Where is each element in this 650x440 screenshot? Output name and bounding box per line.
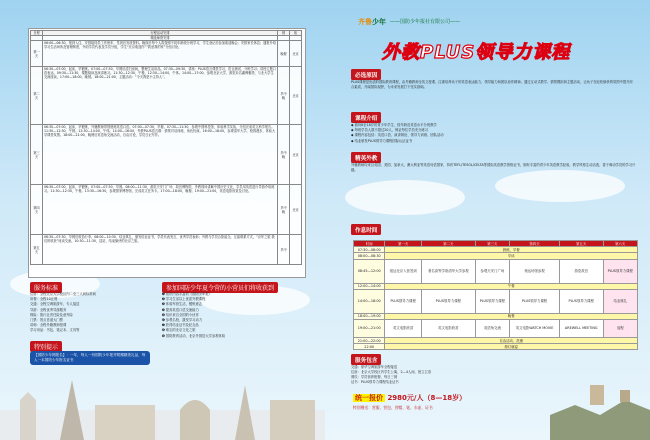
table-row <box>31 235 302 265</box>
band-cell: 自由活动、洗漱 <box>385 338 638 344</box>
list-item: 餐饮：学员营养配餐，每日三餐 <box>351 375 398 379</box>
great-wall-illustration <box>550 360 650 440</box>
brand-logo-text-a: 齐鲁 <box>358 18 372 26</box>
schedule-subheader: 精选师资安排 <box>43 36 278 41</box>
time-cell: 18:00—19:00 <box>354 313 385 319</box>
stay-label: 北京 <box>290 41 302 67</box>
benefits-list <box>162 292 302 339</box>
table-row <box>354 289 638 313</box>
meal-label: 早中晚 <box>278 67 290 125</box>
list-item: 导游：全程优秀导游服务 <box>30 307 67 312</box>
timetable-header: 第六天 <box>603 241 638 247</box>
table-cell: PLUS领导力课程 <box>475 289 509 313</box>
day-activities: 06:30—07:00，起床，早锻炼。07:00—07:30，早餐。08:00—11:30，游览天安门广场、故宫博物院，外教现场讲解中国历史文化，学员用英语进行导游介绍练习。11:30—12:30，午餐。13:30—16:30，参观国家博物馆，完成英文任务卡。17:00—18:00，晚餐。19:00—21:00，英语电影欣赏及讨论。 <box>43 185 278 235</box>
timetable-header: 第二天 <box>421 241 475 247</box>
wall-hills <box>550 400 650 440</box>
stay-label: 北京 <box>290 125 302 185</box>
watchtower-icon <box>590 385 604 405</box>
table-cell: 结业典礼 <box>603 289 638 313</box>
list-item: 交通：全程空调旅游车，专人接送 <box>30 302 80 307</box>
meal-label: 早中 <box>278 235 290 265</box>
day-activities: 06:30—07:30，早餐后收拾行李。08:00—10:30，结业典礼，颁发结业证书，学员代表发言，优秀学员表彰；外教与学员合影留念，互留联系方式，“京华之旅 我们的收获”座谈交流。10:30—11:30，送站，结束愉快的北京之旅。 <box>43 235 278 265</box>
time-cell: 19:00—21:00 <box>354 320 385 338</box>
table-row <box>31 125 302 185</box>
time-cell: 22:00 <box>354 344 385 350</box>
meal-label: 早中晚 <box>278 125 290 185</box>
section-title-timetable: 作息时间 <box>351 224 381 235</box>
landmarks-illustration <box>0 370 325 440</box>
timetable-header: 第五天 <box>559 241 603 247</box>
timetable-header: 时间 <box>354 241 385 247</box>
special-notice-banner: 【国防少年网报名】：一年，每人一份国防少年报并附赠精美礼品，每人一本国防少年报名证书 <box>30 351 150 365</box>
cloud <box>345 180 465 215</box>
table-cell: 奥运场馆参观 <box>510 259 560 283</box>
list-item: ➎ 结识来自全国的小伙伴 <box>162 312 199 317</box>
colosseum-icon <box>95 405 155 440</box>
schedule-header-activity: 行程活动安排 <box>43 31 278 36</box>
castle-icon <box>270 400 315 440</box>
time-cell: 07:30—08:00 <box>354 247 385 253</box>
section-title-service-includes: 服务包含 <box>351 354 381 365</box>
list-item: 交通：豪华空调旅游车全程接送 <box>351 365 398 369</box>
schedule-header-day: 日程 <box>31 31 43 36</box>
course-list <box>351 123 636 144</box>
band-cell: 晨练、早餐 <box>385 247 638 253</box>
table-cell: AREWELL MEETING <box>559 320 603 338</box>
table-cell: PLUS领导力课程 <box>559 289 603 313</box>
price-label: 统一报价 <box>355 394 383 402</box>
right-panel <box>325 0 650 440</box>
brand-slogan: ——国防少年报社有限公司—— <box>390 19 461 25</box>
table-cell: PLUS领导力课程 <box>510 289 560 313</box>
table-row <box>354 344 638 350</box>
band-cell: 早读 <box>385 253 638 259</box>
table-row <box>31 67 302 125</box>
list-item: ◆ 面向8至18岁的青少年学生，按年龄及英语水平分班教学 <box>351 123 437 127</box>
list-item: ◆ 每班学员人数不超过20人，保证每位学员充分练习 <box>351 128 429 133</box>
list-item: 住宿：全程北京大学校区内二至三人间标准间 <box>30 292 96 296</box>
timetable-header: 第三天 <box>475 241 509 247</box>
table-cell: 著名高等学府清华大学参观 <box>421 259 475 283</box>
list-item: ➍ 提高英语口语交流能力 <box>162 307 199 312</box>
benefits-title: 参加国防少年夏令营的小营员们将收获到 <box>162 282 278 293</box>
time-cell: 21:00—22:00 <box>354 338 385 344</box>
day-activities: 06:30—07:00，起床，早锻炼。07:00—07:30，早餐后清扫房间，整理生活用品。07:30—09:30，讲座：PLUS语言课堂学习，语言测试，分班学习；讲授主题口语表达。09:30—11:30，课题阅读及演讲练习。11:30—12:30，午餐。12:30—14:00，午休。14:00—17:00，参观北京大学，游览未名湖博雅塔，与北大学生交流座谈。17:00—18:00，晚餐。18:00—21:00，主题活动：“今天我是小主持人”。 <box>43 67 278 125</box>
day-label: 第二天 <box>31 67 43 125</box>
list-item: 住宿：北京大学校区内学生公寓，2—4人间，独立卫浴 <box>351 370 432 374</box>
section-title-teachers: 精英外教 <box>351 152 381 163</box>
day-label: 第四天 <box>31 185 43 235</box>
timetable-header: 第一天 <box>385 241 422 247</box>
day-label: 第三天 <box>31 125 43 185</box>
table-cell: PLUS领导力课程 <box>421 289 475 313</box>
table-row <box>354 259 638 283</box>
brand-logo <box>358 17 386 27</box>
brand-logo-text-b: 少年 <box>372 18 386 26</box>
list-item: 证书：PLUS领导力课程结业证书 <box>351 380 399 384</box>
list-item: 门票：景点首道大门票 <box>30 318 63 323</box>
table-row <box>354 320 638 338</box>
tower-icon <box>20 392 36 440</box>
list-item: 保险：旅行社责任险及意外险 <box>30 312 73 317</box>
list-item: ◆ 课程内容包括：英语口语、演讲辩论、领导力训练、团队活动 <box>351 133 444 138</box>
list-item: ➌ 体验军营生活，锻炼意志 <box>162 302 203 307</box>
timetable-header: 第四天 <box>510 241 560 247</box>
time-cell: 14:00—18:00 <box>354 289 385 313</box>
band-cell: 熄灯就寝 <box>385 344 638 350</box>
page-title: 外教PLUS领导力课程 <box>382 42 571 63</box>
table-cell: 参观天安门广场 <box>475 259 509 283</box>
time-cell: 08:45—12:00 <box>354 259 385 283</box>
band-cell: 午餐 <box>385 283 638 289</box>
day-activities: 06:00—06:30，报到入住，安排接待员工作班车，签到后发放资料。晚饭后每个人将按照不同年龄段分班学习，学生登记后参加欢迎晚会；安排家长休息；通报介绍学习生活场所及管理制度，介绍学员代表及学员分组，学生“北京欢迎你”“我爱我的家”分组讨论。 <box>43 41 278 67</box>
dome-icon <box>180 400 210 440</box>
list-item: ➐ 获得结业证书及纪念品 <box>162 323 199 328</box>
service-includes-list <box>351 365 551 385</box>
list-item: ➏ 参观名校，激发学习动力 <box>162 318 203 323</box>
table-cell: 英文电影欣赏 <box>385 320 422 338</box>
table-cell: 英文电影WATCH MOVIE <box>510 320 560 338</box>
stay-label: 北京 <box>290 67 302 125</box>
list-item: ➑ 难忘的北京文化之旅 <box>162 328 196 333</box>
gift-line: 特别赠送：营服、营包、营帽、笔、水壶、证书 <box>353 405 433 410</box>
list-item: ➋ 学习生活以上优质外教课程 <box>162 297 206 302</box>
table-cell: 英语角交流 <box>475 320 509 338</box>
list-item: ➊ 知识内容丰富的《国防少年报》 <box>162 292 212 296</box>
service-list <box>30 292 155 334</box>
reasons-text: PLUS课程是优质的国际教育课程，由外籍教师全英文授课，注重培养孩子的英语表达能力、领导能力和团队协作精神。通过互动式教学、情景模拟和主题活动，让孩子在轻松愉快的氛围中提升综合素质，开阔国际视野，为未来发展打下坚实基础。 <box>351 80 633 90</box>
day-label: 第五天 <box>31 235 43 265</box>
table-cell: 返程 <box>603 320 638 338</box>
list-item: ◆ 结业颁发PLUS领导力课程国际认证证书 <box>351 138 413 143</box>
table-cell: 游览故宫 <box>559 259 603 283</box>
table-cell: 抵达北京入营签到 <box>385 259 422 283</box>
watchtower-icon <box>620 390 630 402</box>
time-cell: 08:00—08:30 <box>354 253 385 259</box>
band-cell: 晚餐 <box>385 313 638 319</box>
day-activities: 06:30—07:00，起床，早锻炼，外籍教师带领晨练英语口语。07:00—07:30，早餐。07:30—11:30，参观中国科技馆，体验科学实验，分组完成英文科学报告。11:30—12:30，午餐。12:30—14:00，午休。14:00—16:00，外教PLUS语言课：情景对话训练，角色扮演。16:00—18:00，参观清华大学，校园漫步，体验大学课堂氛围。18:00—21:00，晚餐后英语角交流活动，自由讨论，学员日记写作。 <box>43 125 278 185</box>
schedule-table <box>30 30 302 265</box>
day-label: 第一天 <box>31 41 43 67</box>
table-cell: PLUS领导力课程 <box>603 259 638 283</box>
section-title-reasons: 必选原因 <box>351 69 381 80</box>
section-title-courses: 课程介绍 <box>351 112 381 123</box>
list-item: 讲师：全程外籍教师授课 <box>30 323 67 328</box>
table-cell: PLUS领导力课程 <box>385 289 422 313</box>
table-cell: 英文电影欣赏 <box>421 320 475 338</box>
table-row <box>31 41 302 67</box>
special-notice-title: 特别提示 <box>30 341 62 352</box>
timetable <box>353 240 638 350</box>
stay-label: 北京 <box>290 185 302 235</box>
schedule-header-stay: 宿 <box>290 31 302 36</box>
schedule-header-meal: 餐 <box>278 31 290 36</box>
teachers-text: 外籍教师均来自英国、美国、加拿大、澳大利亚等英语母语国家，持有TEFL/TESOL/CELTA等国际英语教学资格证书，拥有丰富的青少年英语教学经验，教学风格生动活泼，善于调动学员的学习兴趣。 <box>351 163 636 173</box>
stay-label <box>290 235 302 265</box>
meal-label: 早中晚 <box>278 185 290 235</box>
cloud <box>495 170 625 202</box>
list-item: ➒ 国防教育活动，北京外国语大学参观体验 <box>162 333 226 338</box>
time-cell: 12:00—14:00 <box>354 283 385 289</box>
list-item: 用餐：全程10正餐 <box>30 297 58 302</box>
table-row <box>31 185 302 235</box>
price-value: 2980元/人（8—18岁） <box>387 394 467 402</box>
list-item: 学习用品：书包、笔记本、文具等 <box>30 328 80 333</box>
meal-label: 晚餐 <box>278 41 290 67</box>
service-standard-title: 服务标准 <box>30 282 62 293</box>
price-line <box>353 393 466 403</box>
